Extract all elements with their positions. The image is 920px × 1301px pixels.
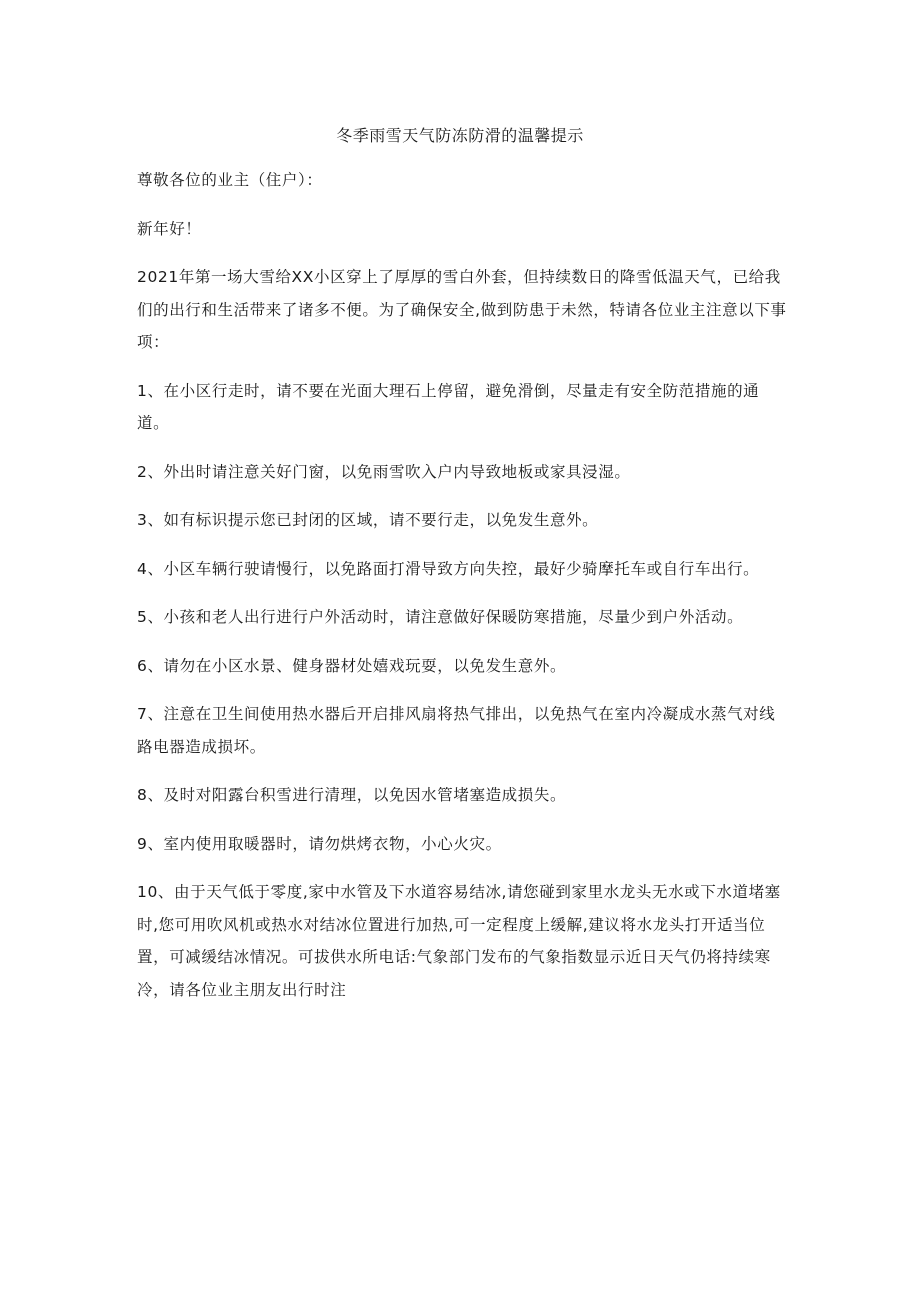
document-title: 冬季雨雪天气防冻防滑的温馨提示 (336, 126, 584, 145)
notice-item-7: 7、注意在卫生间使用热水器后开启排风扇将热气排出，以免热气在室内冷凝成水蒸气对线路电器造成损坏。 (137, 705, 776, 756)
notice-item-10: 10、由于天气低于零度,家中水管及下水道容易结冰,请您碰到家里水龙头无水或下水道堵塞时,您可用吹风机或热水对结冰位置进行加热,可一定程度上缓解,建议将水龙头打开适当位置，可减缓结冰情况。可拔供水所电话:气象部门发布的气象指数显示近日天气仍将持续寒冷，请各位业主朋友出行时注 (137, 883, 781, 999)
notice-item-5: 5、小孩和老人出行进行户外活动时，请注意做好保暖防寒措施，尽量少到户外活动。 (137, 608, 744, 626)
notice-item-1: 1、在小区行走时，请不要在光面大理石上停留，避免滑倒，尽量走有安全防范措施的通道。 (137, 381, 760, 432)
intro-paragraph: 2021年第一场大雪给XX小区穿上了厚厚的雪白外套，但持续数日的降雪低温天气，已给我们的出行和生活带来了诸多不便。为了确保安全,做到防患于未然，特请各位业主注意以下事项： (137, 268, 787, 351)
notice-item-9: 9、室内使用取暖器时，请勿烘烤衣物，小心火灾。 (137, 834, 502, 853)
notice-item-8: 8、及时对阳露台积雪进行清理，以免因水管堵塞造成损失。 (137, 786, 567, 804)
notice-item-3: 3、如有标识提示您已封闭的区域，请不要行走，以免发生意外。 (137, 511, 599, 529)
notice-item-6: 6、请勿在小区水景、健身器材处嬉戏玩耍，以免发生意外。 (137, 656, 567, 675)
greeting: 尊敬各位的业主（住户）： (137, 171, 323, 189)
document-body (137, 164, 787, 1022)
new-year-greeting: 新年好！ (137, 219, 202, 238)
notice-item-4: 4、小区车辆行驶请慢行，以免路面打滑导致方向失控，最好少骑摩托车或自行车出行。 (137, 559, 760, 578)
notice-item-2: 2、外出时请注意关好门窗，以免雨雪吹入户内导致地板或家具浸湿。 (137, 462, 631, 481)
